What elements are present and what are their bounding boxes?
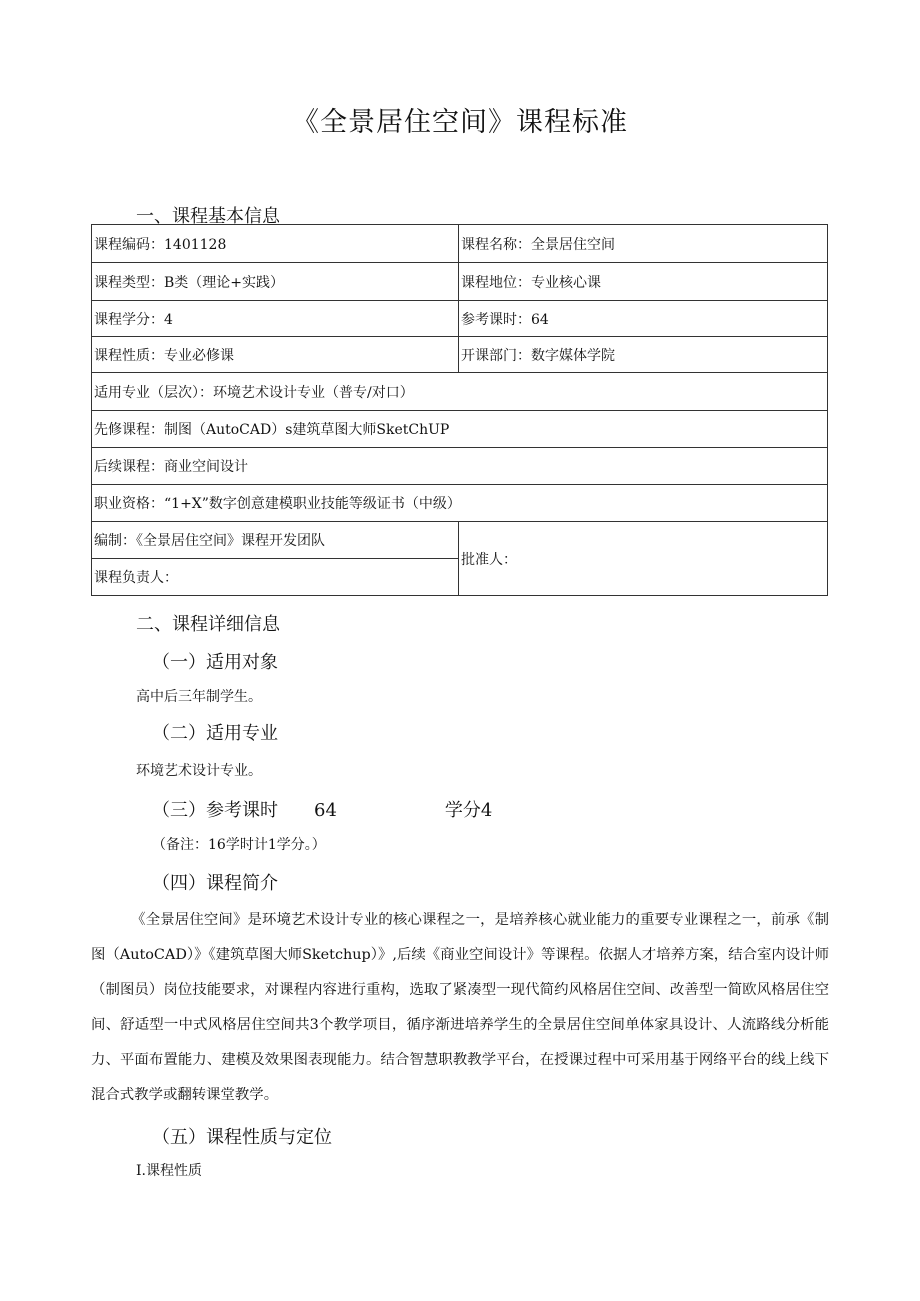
major-text: 环境艺术设计专业。 [136, 763, 262, 779]
hours-note: （备注：16学时计1学分。） [152, 837, 326, 853]
subheading-intro: （四）课程简介 [152, 873, 278, 894]
course-hours-cell: 参考课时：64 [459, 301, 828, 337]
course-approver-cell: 批准人： [459, 522, 828, 596]
table-row [92, 411, 828, 448]
hours-label: （三）参考课时 [152, 800, 278, 821]
credit-value: 学分4 [444, 800, 493, 821]
subheading-major: （二）适用专业 [152, 723, 278, 744]
course-leader-cell: 课程负责人： [92, 559, 459, 596]
subheading-hours [152, 796, 492, 822]
course-info-table [91, 224, 828, 596]
course-editor-cell: 编制：《全景居住空间》课程开发团队 [92, 522, 459, 559]
course-status-cell: 课程地位：专业核心课 [459, 263, 828, 301]
course-nature-cell: 课程性质：专业必修课 [92, 337, 459, 373]
table-row [92, 485, 828, 522]
table-row [92, 263, 828, 301]
course-name-cell: 课程名称：全景居住空间 [459, 225, 828, 263]
course-credits-cell: 课程学分：4 [92, 301, 459, 337]
course-code-cell: 课程编码：1401128 [92, 225, 459, 263]
subheading-nature: （五）课程性质与定位 [152, 1127, 332, 1148]
nature-item-1: I.课程性质 [136, 1163, 202, 1179]
table-row [92, 448, 828, 485]
section-heading-detail-info: 二、课程详细信息 [136, 614, 280, 635]
course-type-cell: 课程类型：B类（理论+实践） [92, 263, 459, 301]
course-cert-cell: 职业资格：“1+X”数字创意建模职业技能等级证书（中级） [92, 485, 828, 522]
course-major-cell: 适用专业（层次）：环境艺术设计专业（普专/对口） [92, 373, 828, 411]
course-follow-cell: 后续课程：商业空间设计 [92, 448, 828, 485]
table-row [92, 373, 828, 411]
course-dept-cell: 开课部门：数字媒体学院 [459, 337, 828, 373]
subheading-target: （一）适用对象 [152, 652, 278, 673]
hours-value: 64 [314, 800, 337, 821]
page-title: 《全景居住空间》课程标准 [292, 107, 628, 138]
intro-text: 《全景居住空间》是环境艺术设计专业的核心课程之一，是培养核心就业能力的重要专业课程之一，前承《制图（AutoCAD）》《建筑草图大师Sketchup）》,后续《商业空间设计》等课程。依据人才培养方案，结合室内设计师（制图员）岗位技能要求，对课程内容进行重构，选取了紧凑型一现代简约风格居住空间、改善型一简欧风格居住空间、舒适型一中式风格居住空间共3个教学项目，循序渐进培养学生的全景居住空间单体家具设计、人流路线分析能力、平面布置能力、建模及效果图表现能力。结合智慧职教教学平台，在授课过程中可采用基于网络平台的线上线下混合式教学或翻转课堂教学。 [91, 912, 829, 1103]
table-row [92, 522, 828, 559]
table-row [92, 301, 828, 337]
course-prereq-cell: 先修课程：制图（AutoCAD）s建筑草图大师SketChUP [92, 411, 828, 448]
target-text: 高中后三年制学生。 [136, 689, 262, 705]
table-row [92, 225, 828, 263]
intro-paragraph [91, 903, 829, 1113]
section-heading-basic-info: 一、课程基本信息 [136, 206, 280, 227]
table-row [92, 337, 828, 373]
